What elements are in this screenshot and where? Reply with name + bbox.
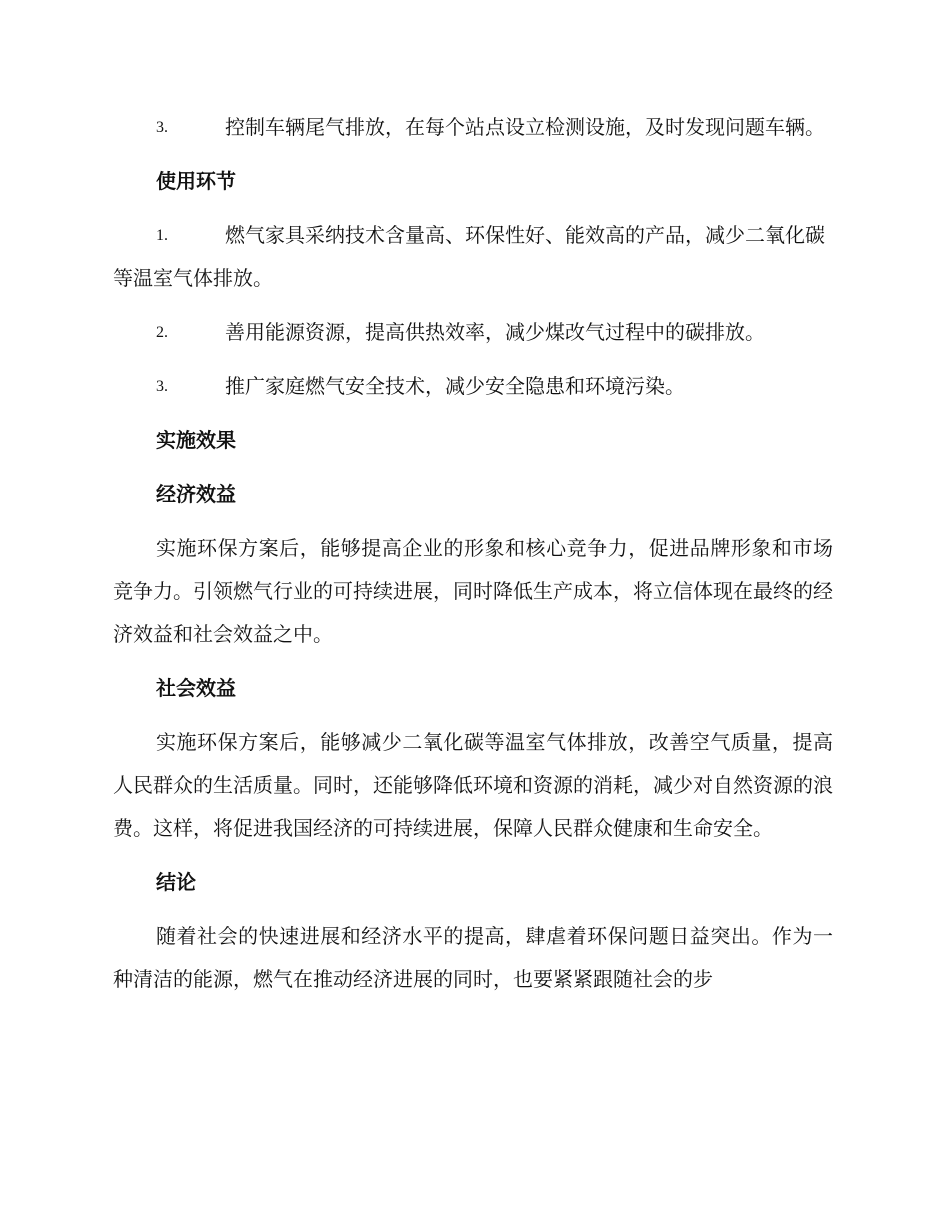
list-item-usage-2: [113, 311, 833, 354]
subheading-economic: 经济效益: [156, 482, 236, 506]
list-number: 3.: [156, 119, 168, 136]
paragraph-social: 实施环保方案后，能够减少二氧化碳等温室气体排放，改善空气质量，提高人民群众的生活质量。同时，还能够降低环境和资源的消耗，减少对自然资源的浪费。这样，将促进我国经济的可持续进展，保障人民群众健康和生命安全。: [113, 730, 833, 840]
section-heading-conclusion: 结论: [156, 870, 196, 894]
list-item-text: 推广家庭燃气安全技术，减少安全隐患和环境污染。: [225, 374, 685, 398]
section-heading-usage: 使用环节: [156, 169, 236, 193]
document-page: [113, 106, 833, 1012]
list-number: 1.: [156, 227, 168, 244]
list-item-vehicle-3: [113, 106, 833, 149]
list-number: 3.: [156, 378, 168, 395]
paragraph-economic: 实施环保方案后，能够提高企业的形象和核心竞争力，促进品牌形象和市场竞争力。引领燃气行业的可持续进展，同时降低生产成本，将立信体现在最终的经济效益和社会效益之中。: [113, 536, 833, 646]
subheading-social: 社会效益: [156, 676, 236, 700]
list-item-usage-3: [113, 365, 833, 408]
list-item-text: 善用能源资源，提高供热效率，减少煤改气过程中的碳排放。: [225, 320, 765, 344]
list-item-usage-1: [113, 214, 833, 300]
section-heading-effects: 实施效果: [156, 428, 236, 452]
list-item-text: 控制车辆尾气排放，在每个站点设立检测设施，及时发现问题车辆。: [225, 115, 825, 139]
paragraph-conclusion: 随着社会的快速进展和经济水平的提高，肆虐着环保问题日益突出。作为一种清洁的能源，燃气在推动经济进展的同时，也要紧紧跟随社会的步: [113, 924, 833, 991]
list-item-text: 燃气家具采纳技术含量高、环保性好、能效高的产品，减少二氧化碳等温室气体排放。: [113, 223, 825, 290]
list-number: 2.: [156, 324, 168, 341]
